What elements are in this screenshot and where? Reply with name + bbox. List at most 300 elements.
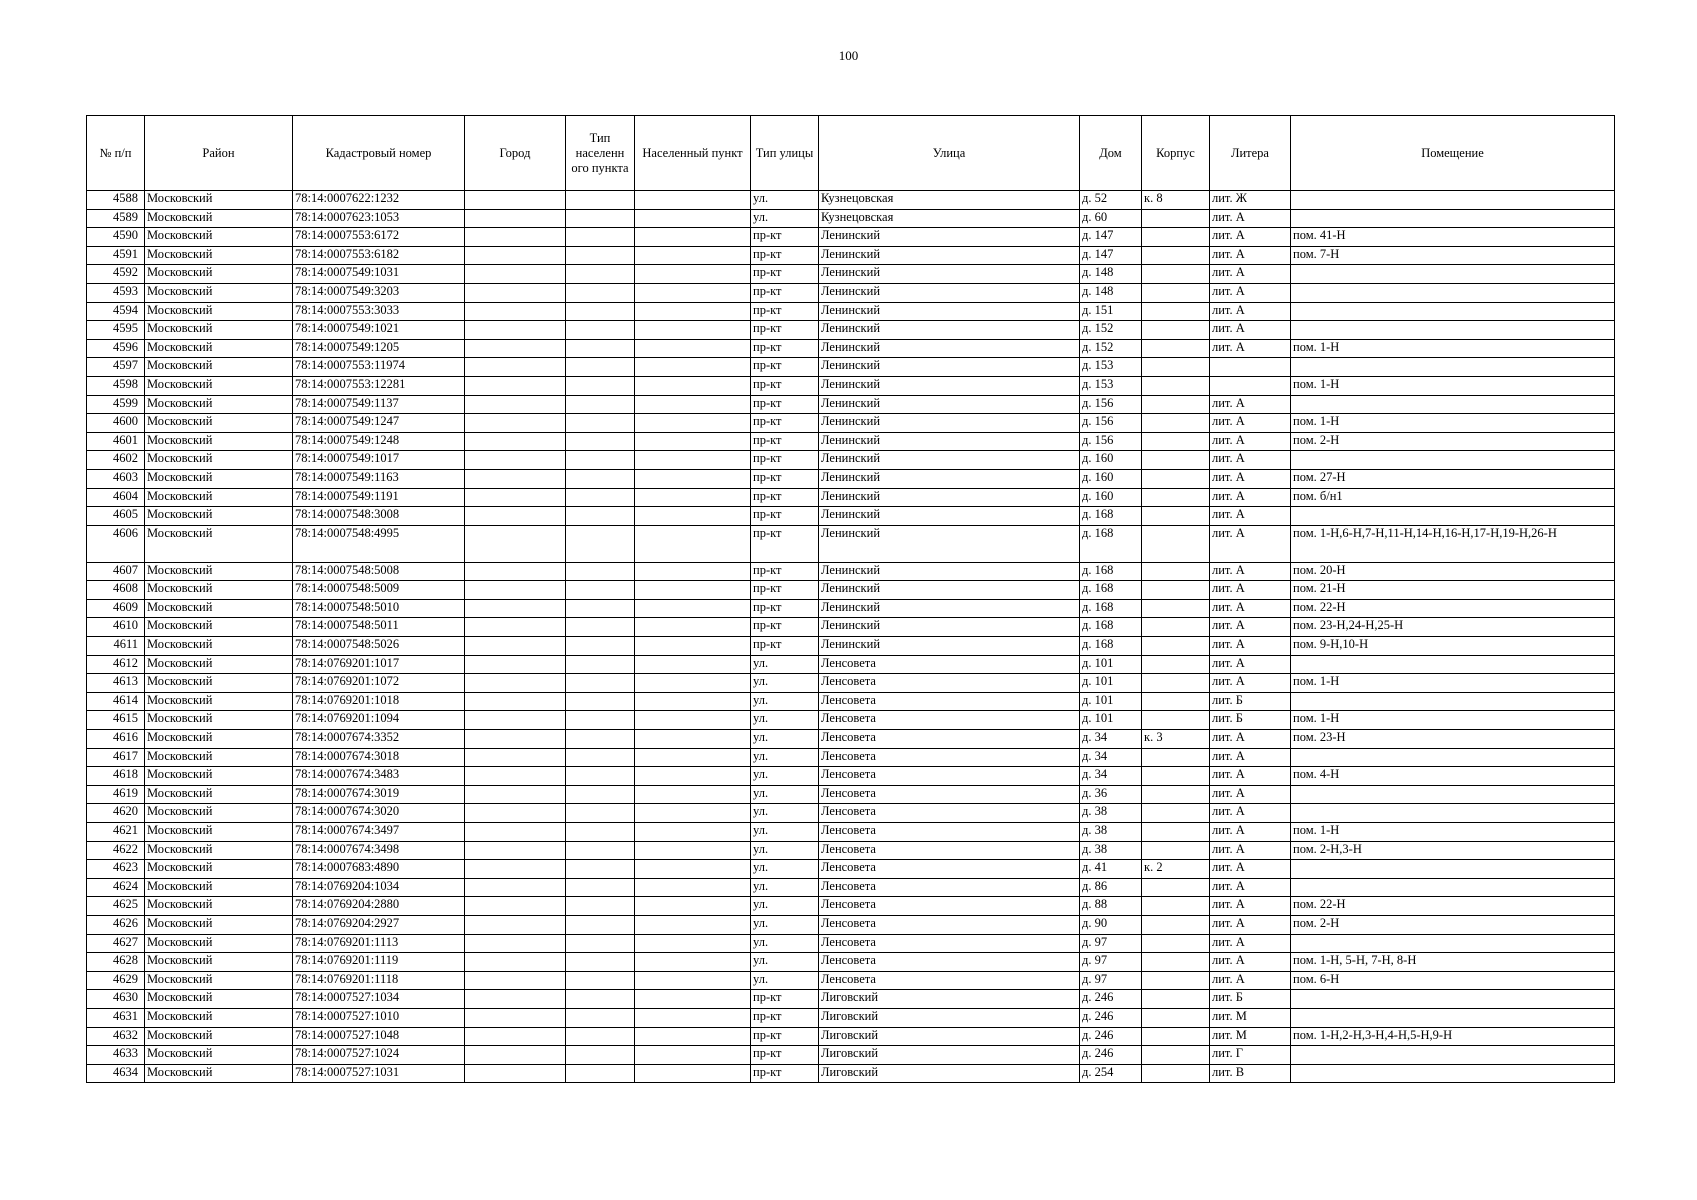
cell-building <box>1142 283 1210 302</box>
cell-city <box>465 451 566 470</box>
cell-building <box>1142 823 1210 842</box>
cell-street: Ленсовета <box>819 804 1080 823</box>
table-row <box>87 265 1615 284</box>
cell-letter: лит. А <box>1210 581 1291 600</box>
cell-street-type: ул. <box>751 915 819 934</box>
cell-district: Московский <box>145 990 293 1009</box>
cell-cadastral-number: 78:14:0769201:1017 <box>293 655 465 674</box>
cell-premises: пом. 2-Н <box>1291 432 1615 451</box>
cell-cadastral-number: 78:14:0007549:1191 <box>293 488 465 507</box>
cell-district: Московский <box>145 692 293 711</box>
cell-row-number: 4609 <box>87 599 145 618</box>
cell-building <box>1142 637 1210 656</box>
cell-row-number: 4610 <box>87 618 145 637</box>
cell-settlement <box>635 674 751 693</box>
table-row <box>87 711 1615 730</box>
cell-cadastral-number: 78:14:0769201:1072 <box>293 674 465 693</box>
cell-street-type: пр-кт <box>751 451 819 470</box>
cell-settlement-type <box>566 228 635 247</box>
cell-settlement <box>635 246 751 265</box>
table-row <box>87 525 1615 562</box>
cell-building <box>1142 339 1210 358</box>
cell-row-number: 4620 <box>87 804 145 823</box>
cell-city <box>465 841 566 860</box>
cell-building <box>1142 953 1210 972</box>
cell-city <box>465 562 566 581</box>
cell-settlement <box>635 953 751 972</box>
cell-row-number: 4596 <box>87 339 145 358</box>
cell-street: Ленинский <box>819 283 1080 302</box>
cell-settlement <box>635 915 751 934</box>
cell-settlement <box>635 618 751 637</box>
table-row <box>87 599 1615 618</box>
cell-settlement <box>635 1064 751 1083</box>
cell-settlement <box>635 507 751 526</box>
column-header-house: Дом <box>1080 116 1142 191</box>
cell-street: Ленсовета <box>819 971 1080 990</box>
cell-city <box>465 339 566 358</box>
cell-premises: пом. 1-Н,2-Н,3-Н,4-Н,5-Н,9-Н <box>1291 1027 1615 1046</box>
cell-row-number: 4626 <box>87 915 145 934</box>
cell-settlement-type <box>566 804 635 823</box>
cell-district: Московский <box>145 823 293 842</box>
cell-row-number: 4629 <box>87 971 145 990</box>
table-row <box>87 1008 1615 1027</box>
cell-settlement-type <box>566 209 635 228</box>
cell-premises <box>1291 302 1615 321</box>
cell-premises: пом. 21-Н <box>1291 581 1615 600</box>
cell-house: д. 160 <box>1080 469 1142 488</box>
cell-street: Ленинский <box>819 507 1080 526</box>
table-body <box>87 191 1615 1083</box>
cell-street-type: пр-кт <box>751 1046 819 1065</box>
cell-building <box>1142 507 1210 526</box>
table-row <box>87 878 1615 897</box>
table-row <box>87 897 1615 916</box>
table-row <box>87 228 1615 247</box>
cell-street-type: пр-кт <box>751 507 819 526</box>
cell-street: Кузнецовская <box>819 191 1080 210</box>
cell-premises: пом. 1-Н <box>1291 674 1615 693</box>
cell-cadastral-number: 78:14:0007548:3008 <box>293 507 465 526</box>
cell-cadastral-number: 78:14:0007549:3203 <box>293 283 465 302</box>
cell-street-type: ул. <box>751 674 819 693</box>
cell-settlement <box>635 655 751 674</box>
cell-street: Ленинский <box>819 451 1080 470</box>
column-header-building: Корпус <box>1142 116 1210 191</box>
cell-house: д. 153 <box>1080 358 1142 377</box>
cell-city <box>465 990 566 1009</box>
cell-street: Ленсовета <box>819 897 1080 916</box>
cell-cadastral-number: 78:14:0769201:1018 <box>293 692 465 711</box>
cell-row-number: 4608 <box>87 581 145 600</box>
cell-settlement <box>635 637 751 656</box>
cell-city <box>465 581 566 600</box>
cell-building <box>1142 599 1210 618</box>
cell-building <box>1142 525 1210 562</box>
cell-building <box>1142 692 1210 711</box>
cell-district: Московский <box>145 562 293 581</box>
cell-settlement-type <box>566 358 635 377</box>
cell-row-number: 4594 <box>87 302 145 321</box>
table-row <box>87 358 1615 377</box>
cell-city <box>465 1064 566 1083</box>
cell-building <box>1142 748 1210 767</box>
cell-settlement-type <box>566 1008 635 1027</box>
cell-letter: лит. А <box>1210 469 1291 488</box>
cell-street: Ленинский <box>819 228 1080 247</box>
cell-house: д. 160 <box>1080 488 1142 507</box>
cell-street: Ленсовета <box>819 860 1080 879</box>
cell-row-number: 4607 <box>87 562 145 581</box>
cell-city <box>465 971 566 990</box>
cell-premises <box>1291 507 1615 526</box>
cell-settlement <box>635 469 751 488</box>
cell-city <box>465 878 566 897</box>
cell-street: Ленинский <box>819 618 1080 637</box>
cell-street-type: пр-кт <box>751 1008 819 1027</box>
cell-settlement-type <box>566 1046 635 1065</box>
cell-district: Московский <box>145 525 293 562</box>
cell-house: д. 168 <box>1080 525 1142 562</box>
cell-letter: лит. А <box>1210 934 1291 953</box>
cell-letter: лит. А <box>1210 228 1291 247</box>
cell-premises: пом. 23-Н <box>1291 730 1615 749</box>
cell-district: Московский <box>145 395 293 414</box>
cell-house: д. 101 <box>1080 674 1142 693</box>
cell-street: Ленинский <box>819 599 1080 618</box>
cell-city <box>465 692 566 711</box>
cell-building <box>1142 897 1210 916</box>
cell-city <box>465 469 566 488</box>
cell-building <box>1142 246 1210 265</box>
cell-district: Московский <box>145 209 293 228</box>
cell-street-type: пр-кт <box>751 637 819 656</box>
cell-settlement-type <box>566 674 635 693</box>
cell-settlement <box>635 990 751 1009</box>
cell-district: Московский <box>145 711 293 730</box>
cell-settlement <box>635 599 751 618</box>
cell-row-number: 4617 <box>87 748 145 767</box>
cell-settlement-type <box>566 283 635 302</box>
cell-house: д. 34 <box>1080 748 1142 767</box>
cell-city <box>465 860 566 879</box>
cell-settlement-type <box>566 934 635 953</box>
cell-cadastral-number: 78:14:0007549:1163 <box>293 469 465 488</box>
cell-settlement-type <box>566 785 635 804</box>
cell-street: Кузнецовская <box>819 209 1080 228</box>
cell-city <box>465 655 566 674</box>
cell-street: Ленинский <box>819 321 1080 340</box>
cell-premises: пом. 4-Н <box>1291 767 1615 786</box>
cell-row-number: 4619 <box>87 785 145 804</box>
cell-district: Московский <box>145 265 293 284</box>
cell-house: д. 38 <box>1080 841 1142 860</box>
cell-row-number: 4614 <box>87 692 145 711</box>
cell-cadastral-number: 78:14:0007548:5010 <box>293 599 465 618</box>
cell-row-number: 4593 <box>87 283 145 302</box>
cell-settlement-type <box>566 599 635 618</box>
cell-letter <box>1210 358 1291 377</box>
cell-settlement <box>635 376 751 395</box>
cell-letter <box>1210 376 1291 395</box>
cell-cadastral-number: 78:14:0007549:1017 <box>293 451 465 470</box>
cell-row-number: 4632 <box>87 1027 145 1046</box>
table-row <box>87 1046 1615 1065</box>
cell-letter: лит. А <box>1210 915 1291 934</box>
table-row <box>87 507 1615 526</box>
cell-district: Московский <box>145 339 293 358</box>
cell-settlement-type <box>566 488 635 507</box>
cell-street-type: пр-кт <box>751 581 819 600</box>
cell-premises: пом. 9-Н,10-Н <box>1291 637 1615 656</box>
cell-settlement-type <box>566 1027 635 1046</box>
cell-cadastral-number: 78:14:0769201:1119 <box>293 953 465 972</box>
cell-house: д. 60 <box>1080 209 1142 228</box>
cell-district: Московский <box>145 581 293 600</box>
cell-district: Московский <box>145 451 293 470</box>
column-header-street: Улица <box>819 116 1080 191</box>
cell-street-type: пр-кт <box>751 525 819 562</box>
cell-house: д. 147 <box>1080 246 1142 265</box>
table-row <box>87 730 1615 749</box>
cell-premises: пом. 27-Н <box>1291 469 1615 488</box>
cell-settlement-type <box>566 191 635 210</box>
cell-street-type: пр-кт <box>751 265 819 284</box>
cell-premises: пом. 1-Н <box>1291 711 1615 730</box>
cell-street: Ленинский <box>819 358 1080 377</box>
cell-house: д. 90 <box>1080 915 1142 934</box>
cell-letter: лит. Ж <box>1210 191 1291 210</box>
cell-street: Лиговский <box>819 1027 1080 1046</box>
cell-city <box>465 246 566 265</box>
cell-row-number: 4588 <box>87 191 145 210</box>
cell-cadastral-number: 78:14:0007674:3019 <box>293 785 465 804</box>
cell-row-number: 4592 <box>87 265 145 284</box>
cell-house: д. 97 <box>1080 953 1142 972</box>
cell-premises <box>1291 321 1615 340</box>
table-row <box>87 488 1615 507</box>
cell-row-number: 4630 <box>87 990 145 1009</box>
cell-street-type: ул. <box>751 953 819 972</box>
cell-cadastral-number: 78:14:0007553:6172 <box>293 228 465 247</box>
cell-building <box>1142 841 1210 860</box>
cell-building <box>1142 414 1210 433</box>
table-row <box>87 748 1615 767</box>
cell-row-number: 4613 <box>87 674 145 693</box>
cell-letter: лит. А <box>1210 395 1291 414</box>
cell-street: Ленинский <box>819 414 1080 433</box>
cell-premises <box>1291 265 1615 284</box>
cell-letter: лит. А <box>1210 562 1291 581</box>
column-header-premises: Помещение <box>1291 116 1615 191</box>
cell-street: Ленинский <box>819 469 1080 488</box>
cell-city <box>465 897 566 916</box>
table-row <box>87 860 1615 879</box>
cell-house: д. 160 <box>1080 451 1142 470</box>
cell-row-number: 4618 <box>87 767 145 786</box>
cell-settlement-type <box>566 878 635 897</box>
cell-settlement-type <box>566 432 635 451</box>
cell-street: Ленсовета <box>819 767 1080 786</box>
cell-street-type: ул. <box>751 897 819 916</box>
cell-house: д. 38 <box>1080 804 1142 823</box>
cell-building <box>1142 432 1210 451</box>
cell-district: Московский <box>145 953 293 972</box>
cell-district: Московский <box>145 878 293 897</box>
cell-premises: пом. 1-Н <box>1291 376 1615 395</box>
cell-letter: лит. А <box>1210 432 1291 451</box>
cell-city <box>465 228 566 247</box>
cell-street: Лиговский <box>819 1064 1080 1083</box>
cell-cadastral-number: 78:14:0007549:1021 <box>293 321 465 340</box>
cell-street-type: пр-кт <box>751 1064 819 1083</box>
cell-street: Ленинский <box>819 395 1080 414</box>
cell-district: Московский <box>145 748 293 767</box>
cell-city <box>465 823 566 842</box>
cell-house: д. 101 <box>1080 655 1142 674</box>
cell-row-number: 4601 <box>87 432 145 451</box>
cell-house: д. 152 <box>1080 339 1142 358</box>
cell-letter: лит. М <box>1210 1008 1291 1027</box>
cell-letter: лит. А <box>1210 785 1291 804</box>
cell-district: Московский <box>145 1027 293 1046</box>
cell-cadastral-number: 78:14:0007548:5011 <box>293 618 465 637</box>
cell-letter: лит. А <box>1210 525 1291 562</box>
cell-settlement-type <box>566 246 635 265</box>
cell-house: д. 156 <box>1080 432 1142 451</box>
cell-row-number: 4600 <box>87 414 145 433</box>
cell-cadastral-number: 78:14:0007549:1137 <box>293 395 465 414</box>
cell-premises <box>1291 209 1615 228</box>
cell-street-type: пр-кт <box>751 990 819 1009</box>
cell-building <box>1142 469 1210 488</box>
column-header-letter: Литера <box>1210 116 1291 191</box>
cell-settlement-type <box>566 451 635 470</box>
cell-house: д. 246 <box>1080 1008 1142 1027</box>
cell-building <box>1142 1027 1210 1046</box>
table-row <box>87 804 1615 823</box>
cell-building <box>1142 618 1210 637</box>
cell-house: д. 152 <box>1080 321 1142 340</box>
cell-letter: лит. Б <box>1210 692 1291 711</box>
cell-premises: пом. 6-Н <box>1291 971 1615 990</box>
cell-cadastral-number: 78:14:0007527:1010 <box>293 1008 465 1027</box>
cell-cadastral-number: 78:14:0007553:3033 <box>293 302 465 321</box>
cell-cadastral-number: 78:14:0769204:2880 <box>293 897 465 916</box>
cell-settlement <box>635 451 751 470</box>
cell-building <box>1142 990 1210 1009</box>
table-row <box>87 655 1615 674</box>
cell-house: д. 101 <box>1080 711 1142 730</box>
cell-district: Московский <box>145 860 293 879</box>
cell-building <box>1142 209 1210 228</box>
table-row <box>87 209 1615 228</box>
cell-letter: лит. Б <box>1210 990 1291 1009</box>
cell-street: Ленинский <box>819 265 1080 284</box>
cell-district: Московский <box>145 804 293 823</box>
cell-district: Московский <box>145 897 293 916</box>
cell-settlement-type <box>566 897 635 916</box>
table-row <box>87 246 1615 265</box>
cell-settlement-type <box>566 823 635 842</box>
cell-letter: лит. А <box>1210 302 1291 321</box>
cell-row-number: 4622 <box>87 841 145 860</box>
cell-street-type: пр-кт <box>751 1027 819 1046</box>
cell-street: Ленинский <box>819 302 1080 321</box>
cell-district: Московский <box>145 637 293 656</box>
cell-city <box>465 599 566 618</box>
cell-building <box>1142 228 1210 247</box>
cell-street-type: ул. <box>751 767 819 786</box>
cell-settlement-type <box>566 562 635 581</box>
cell-house: д. 156 <box>1080 395 1142 414</box>
cell-street: Ленсовета <box>819 823 1080 842</box>
cell-street: Ленсовета <box>819 934 1080 953</box>
cell-settlement <box>635 785 751 804</box>
table-row <box>87 934 1615 953</box>
cell-settlement <box>635 395 751 414</box>
table-row <box>87 971 1615 990</box>
cell-premises <box>1291 990 1615 1009</box>
table-row <box>87 469 1615 488</box>
column-header-street-type: Тип улицы <box>751 116 819 191</box>
cell-city <box>465 934 566 953</box>
cell-district: Московский <box>145 599 293 618</box>
cell-city <box>465 767 566 786</box>
table-row <box>87 953 1615 972</box>
cell-premises: пом. 22-Н <box>1291 599 1615 618</box>
cell-city <box>465 507 566 526</box>
cell-building <box>1142 395 1210 414</box>
page-number: 100 <box>838 48 859 63</box>
cell-row-number: 4606 <box>87 525 145 562</box>
cell-letter: лит. А <box>1210 953 1291 972</box>
cell-city <box>465 748 566 767</box>
cell-settlement-type <box>566 525 635 562</box>
cell-city <box>465 414 566 433</box>
cell-premises <box>1291 748 1615 767</box>
cell-district: Московский <box>145 730 293 749</box>
cell-letter: лит. А <box>1210 730 1291 749</box>
cell-letter: лит. А <box>1210 451 1291 470</box>
cell-district: Московский <box>145 934 293 953</box>
cell-street-type: пр-кт <box>751 562 819 581</box>
cell-street: Ленинский <box>819 432 1080 451</box>
cell-street: Ленсовета <box>819 730 1080 749</box>
cell-cadastral-number: 78:14:0769204:2927 <box>293 915 465 934</box>
cell-cadastral-number: 78:14:0007674:3497 <box>293 823 465 842</box>
cell-cadastral-number: 78:14:0007527:1048 <box>293 1027 465 1046</box>
cell-house: д. 52 <box>1080 191 1142 210</box>
cell-settlement <box>635 860 751 879</box>
cell-house: д. 148 <box>1080 283 1142 302</box>
column-header-settlement: Населенный пункт <box>635 116 751 191</box>
table-row <box>87 451 1615 470</box>
cell-letter: лит. А <box>1210 655 1291 674</box>
cell-building <box>1142 1064 1210 1083</box>
cell-settlement <box>635 562 751 581</box>
cell-settlement-type <box>566 971 635 990</box>
cell-building <box>1142 376 1210 395</box>
table-row <box>87 785 1615 804</box>
cell-house: д. 168 <box>1080 507 1142 526</box>
cell-letter: лит. А <box>1210 321 1291 340</box>
column-header-cadastral-number: Кадастровый номер <box>293 116 465 191</box>
cell-building <box>1142 581 1210 600</box>
cell-district: Московский <box>145 228 293 247</box>
cell-settlement <box>635 414 751 433</box>
